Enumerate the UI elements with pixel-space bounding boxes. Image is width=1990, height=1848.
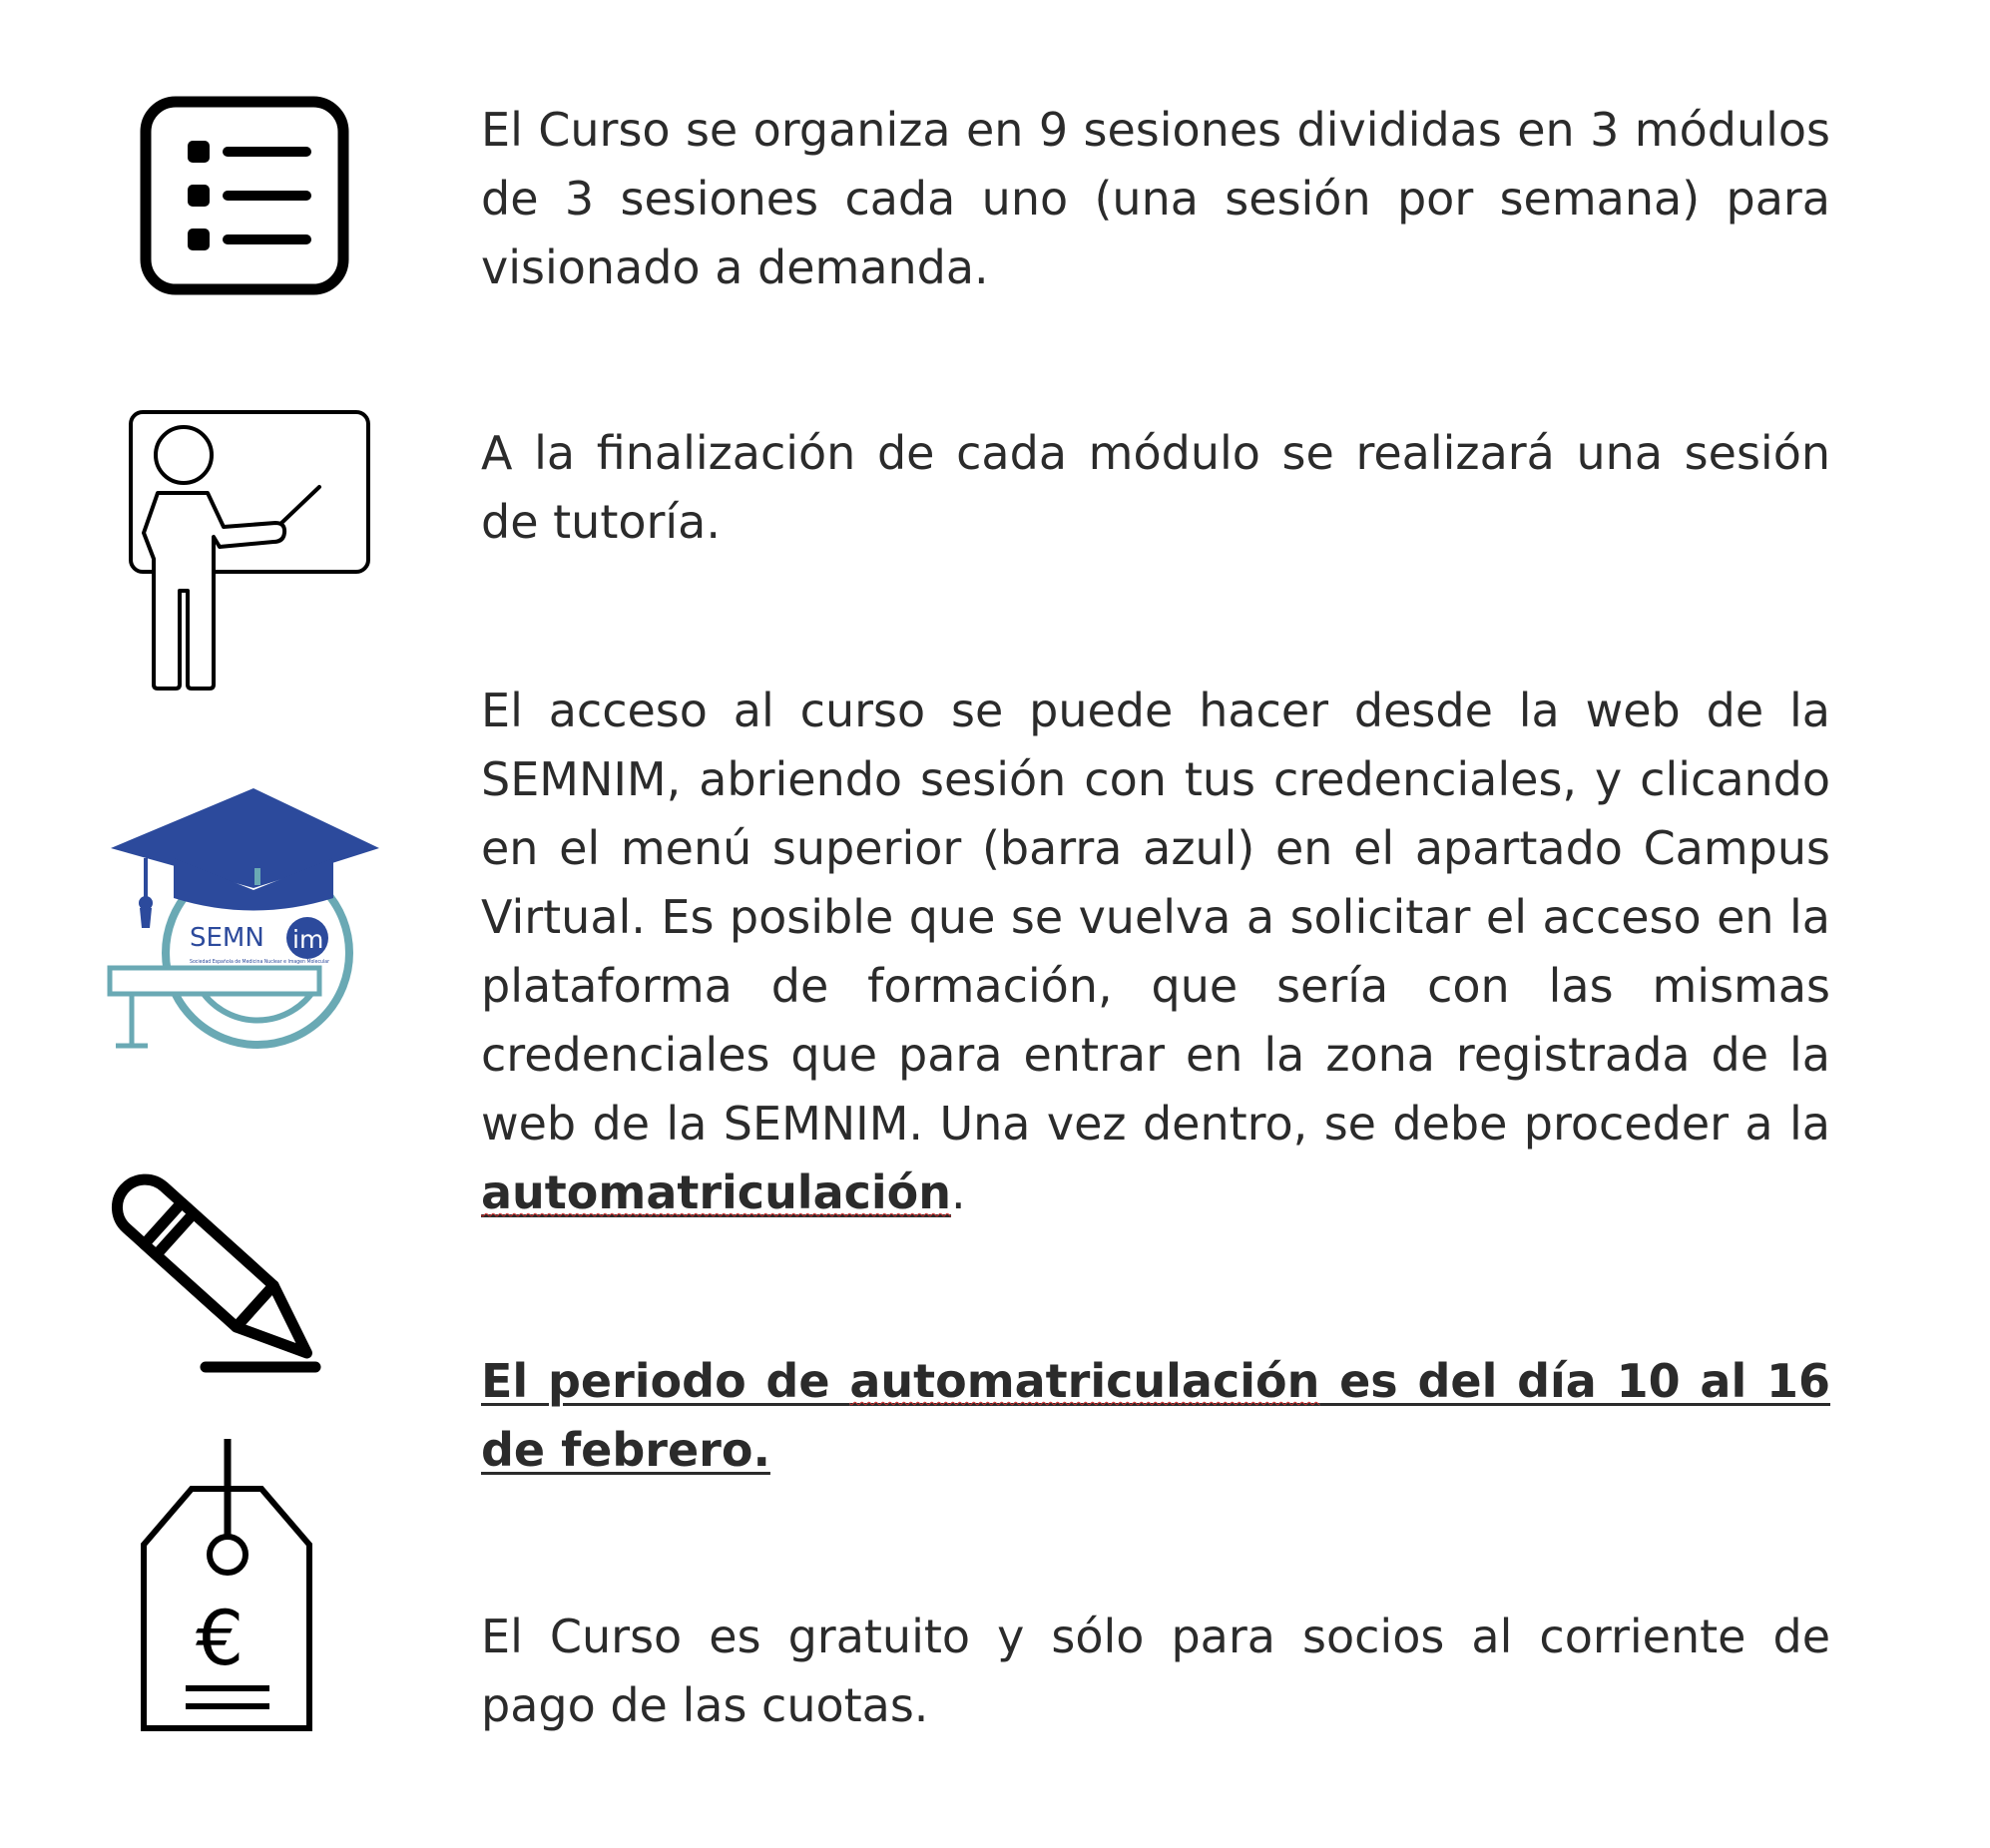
period-word: automatriculación xyxy=(849,1354,1320,1408)
teacher-board-icon xyxy=(128,409,377,691)
logo-text: SEMN xyxy=(190,923,264,953)
period-text-1: El periodo de xyxy=(481,1354,850,1408)
paragraph-sessions xyxy=(481,96,1830,302)
period-text-2: es del día 10 al 16 de febrero. xyxy=(481,1354,1830,1477)
euro-price-tag-icon xyxy=(140,1437,319,1736)
semnim-campus-logo xyxy=(108,788,392,1058)
paragraph-tutoring xyxy=(481,419,1830,557)
paragraph-price xyxy=(481,1603,1830,1740)
euro-glyph: € xyxy=(196,1594,245,1682)
paragraph-period xyxy=(481,1347,1830,1485)
paragraph-access-end: . xyxy=(951,1165,966,1219)
logo-subtitle: Sociedad Española de Medicina Nuclear e Imagen Molecular xyxy=(190,959,330,965)
automatriculacion-link[interactable]: automatriculación xyxy=(481,1165,952,1219)
pencil-sign-icon xyxy=(122,1173,321,1379)
paragraph-access-text: El acceso al curso se puede hacer desde la web de la SEMNIM, abriendo sesión con tus credenciales, y clicando en el menú superior (barra azul) en el apartado Campus Virtual. Es posible que se vuelva a solicitar el acceso en la plataforma de formación, que sería con las mismas credenciales que para entrar en la zona registrada de la web de la SEMNIM. Una vez dentro, se debe proceder a la xyxy=(481,684,1830,1151)
paragraph-tutoring-text: A la finalización de cada módulo se realizará una sesión de tutoría. xyxy=(481,426,1830,549)
paragraph-access xyxy=(481,677,1830,1227)
list-icon xyxy=(140,96,349,295)
logo-badge: im xyxy=(292,925,324,954)
paragraph-price-text: El Curso es gratuito y sólo para socios al corriente de pago de las cuotas. xyxy=(481,1610,1830,1732)
paragraph-sessions-text: El Curso se organiza en 9 sesiones divididas en 3 módulos de 3 sesiones cada uno (una sesión por semana) para visionado a demanda. xyxy=(481,103,1830,294)
